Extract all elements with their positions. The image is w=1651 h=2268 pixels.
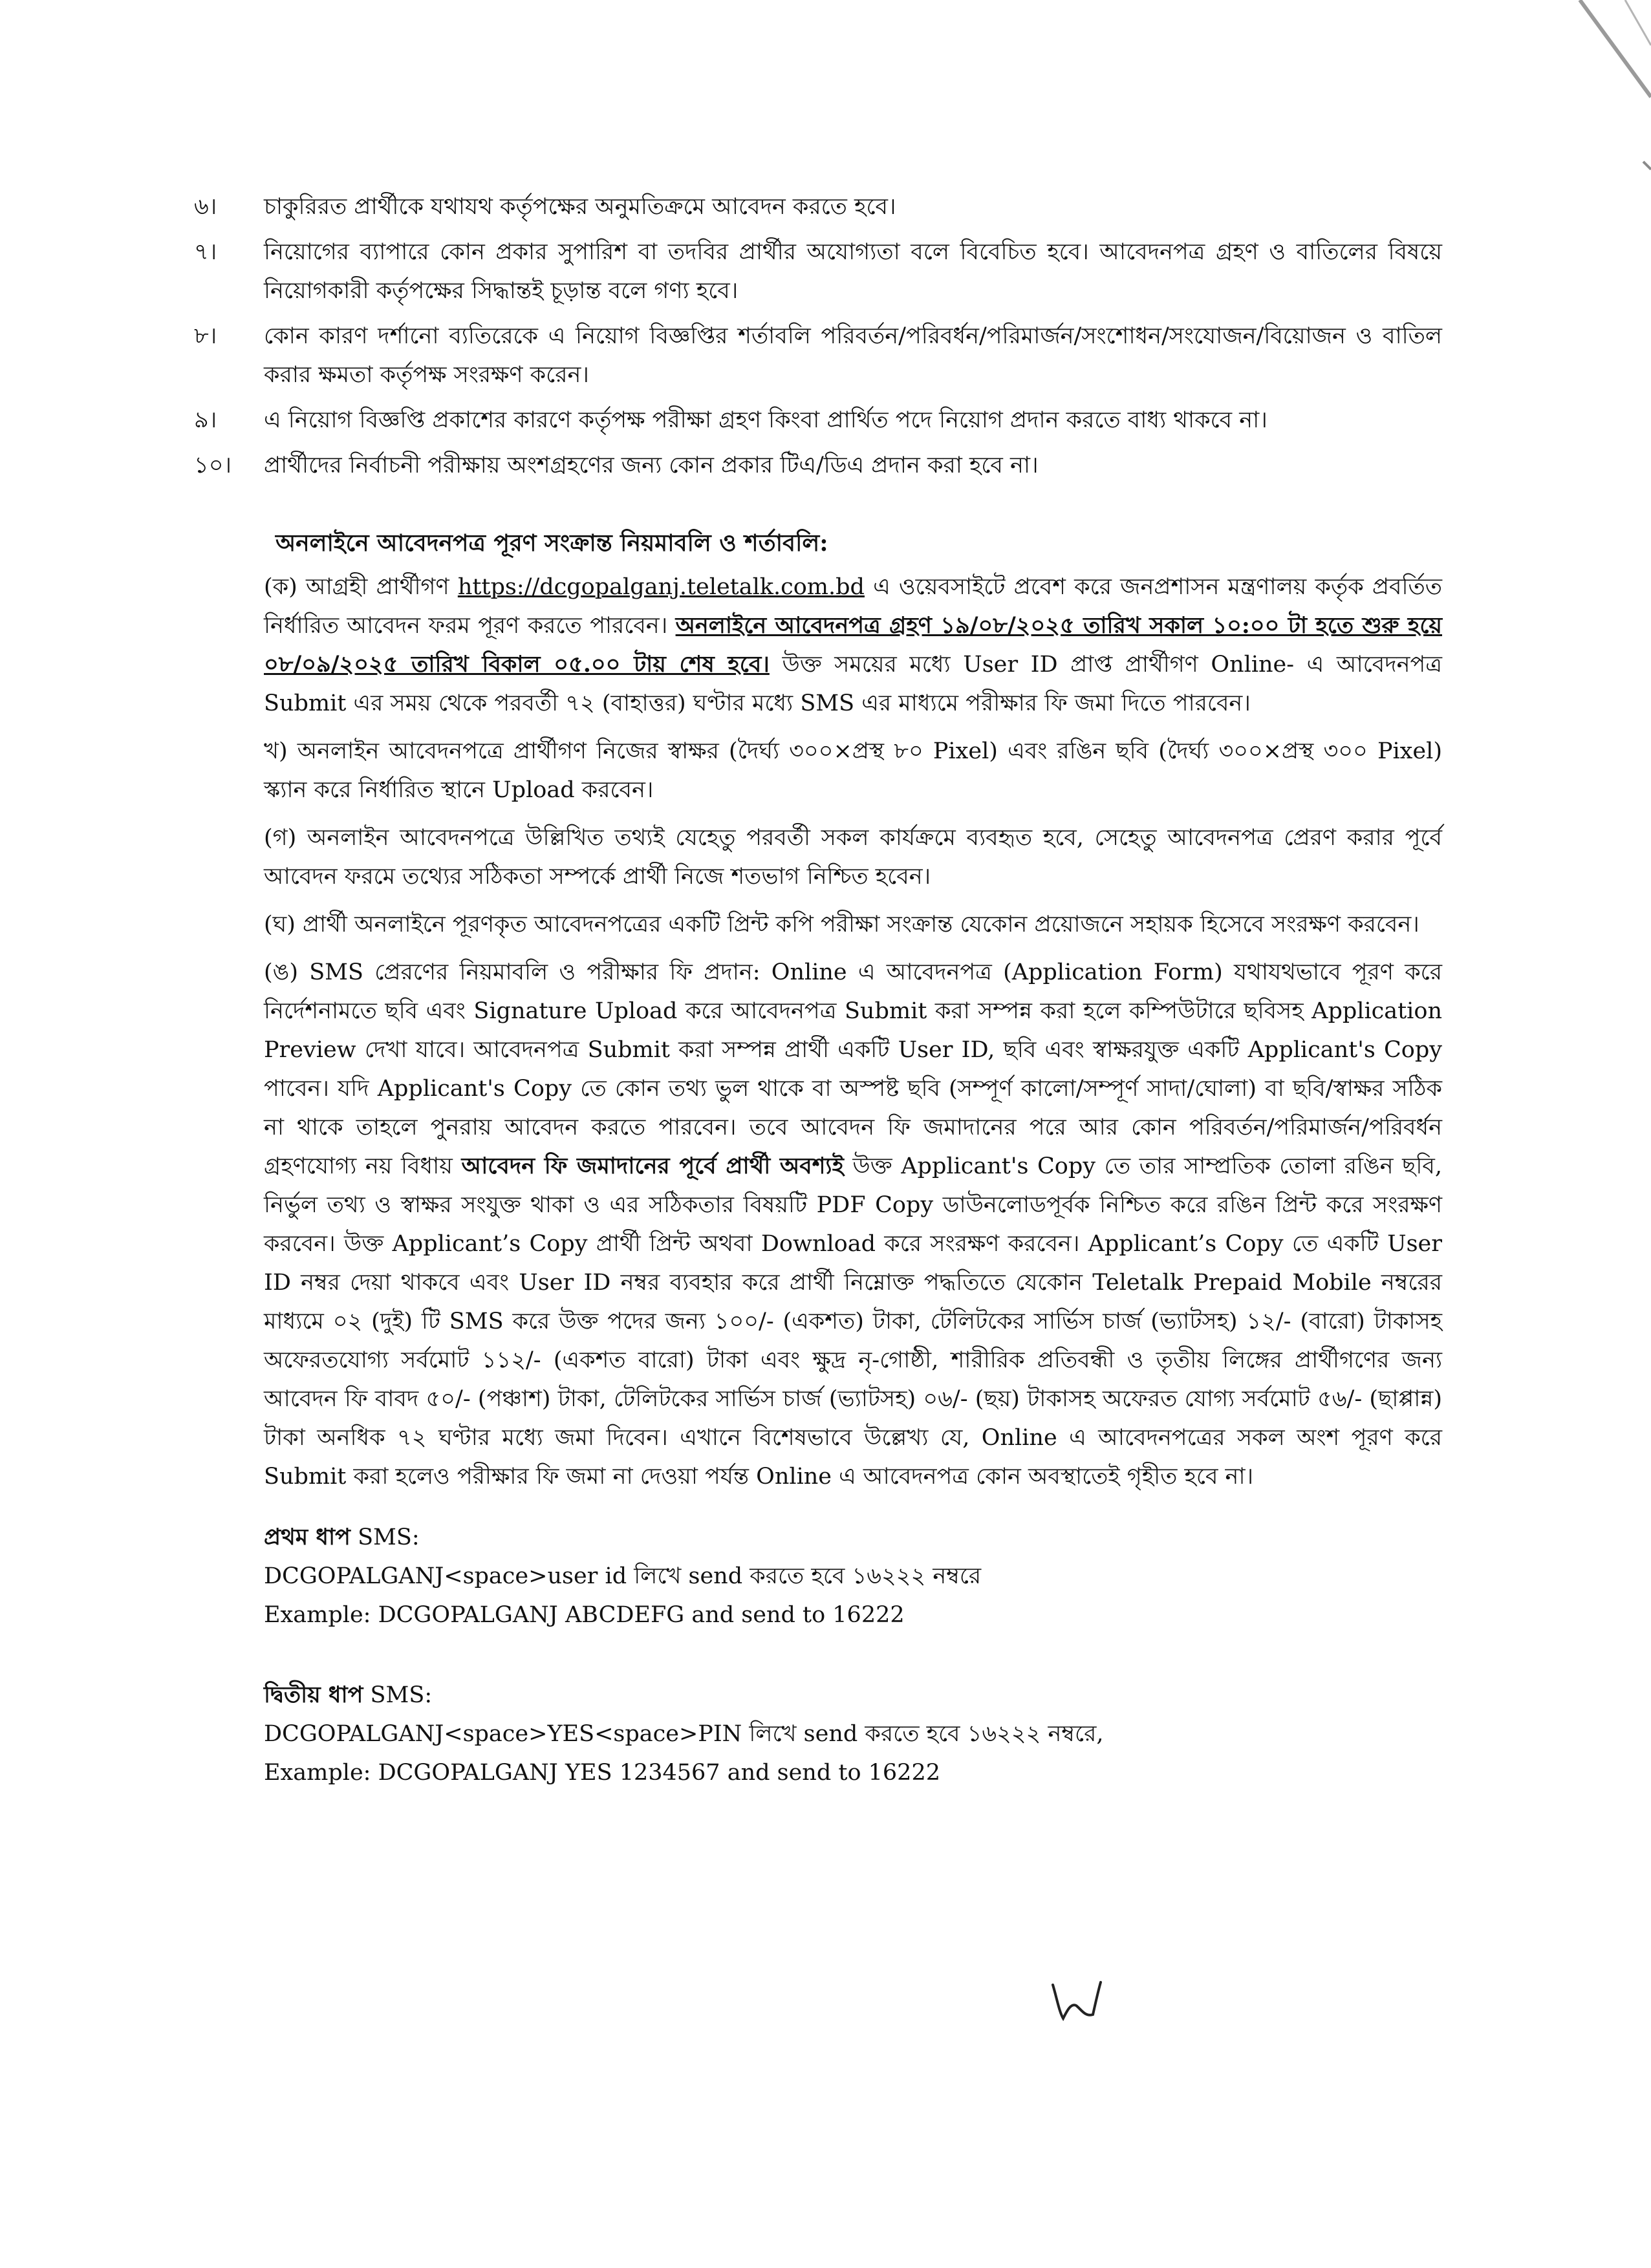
condition-number: ৬। (194, 194, 217, 220)
application-period-text: অনলাইনে আবেদনপত্র গ্রহণ ১৯/০৮/২০২৫ তারিখ সকাল ১০:০০ টা হতে শুরু হয়ে ০৮/০৯/২০২৫ তারিখ বিকাল ০৫.০০ টায় শেষ হবে। (264, 612, 1442, 678)
rule-ga: (গ) অনলাইন আবেদনপত্রে উল্লিখিত তথ্যই যেহেতু পরবর্তী সকল কার্যক্রমে ব্যবহৃত হবে, সেহেতু আবেদনপত্র প্রেরণ করার পূর্বে আবেদন ফরমে তথ্যের সঠিকতা সম্পর্কে প্রার্থী নিজে শতভাগ নিশ্চিত হবেন। (264, 825, 1442, 890)
rule-ka-suffix: উক্ত সময়ের মধ্যে User ID প্রাপ্ত প্রার্থীগণ Online- এ আবেদনপত্র Submit এর সময় থেকে পরবর্তী ৭২ (বাহাত্তর) ঘণ্টার মধ্যে SMS এর মাধ্যমে পরীক্ষার ফি জমা দিতে পারবেন। (264, 652, 1443, 716)
condition-item-10 (194, 446, 1442, 485)
condition-number: ৮। (194, 323, 217, 349)
condition-number: ৯। (194, 407, 217, 433)
sms-step-1-example: Example: DCGOPALGANJ ABCDEFG and send to 16222 (264, 1602, 905, 1628)
rule-ka (264, 568, 1442, 723)
application-website-link[interactable]: https://dcgopalganj.teletalk.com.bd (457, 574, 865, 600)
rule-kha: খ) অনলাইন আবেদনপত্রে প্রার্থীগণ নিজের স্বাক্ষর (দৈর্ঘ্য ৩০০×প্রস্থ ৮০ Pixel) এবং রঙিন ছবি (দৈর্ঘ্য ৩০০×প্রস্থ ৩০০ Pixel) স্ক্যান করে নির্ধারিত স্থানে Upload করবেন। (264, 738, 1442, 803)
condition-item-7 (194, 233, 1442, 310)
sms-step-2-label: দ্বিতীয় ধাপ (264, 1682, 363, 1708)
scan-crease-mark (1496, 0, 1651, 220)
condition-item-8 (194, 317, 1442, 394)
notice-page (194, 187, 1442, 1792)
sms-step-1-title (264, 1518, 1442, 1557)
rule-uma (264, 953, 1442, 1496)
sms-step-1 (264, 1518, 1442, 1634)
sms-step-2-title (264, 1676, 1442, 1715)
online-rules-heading: অনলাইনে আবেদনপত্র পূরণ সংক্রান্ত নিয়মাবলি ও শর্তাবলি: (275, 530, 828, 557)
condition-text: চাকুরিরত প্রার্থীকে যথাযথ কর্তৃপক্ষের অনুমতিক্রমে আবেদন করতে হবে। (264, 194, 896, 220)
condition-text: কোন কারণ দর্শানো ব্যতিরেকে এ নিয়োগ বিজ্ঞপ্তির শর্তাবলি পরিবর্তন/পরিবর্ধন/পরিমার্জন/সংশোধন/সংযোজন/বিয়োজন ও বাতিল করার ক্ষমতা কর্তৃপক্ষ সংরক্ষণ করেন। (264, 323, 1442, 388)
sms-step-2 (264, 1676, 1442, 1792)
rule-uma-part2: উক্ত Applicant's Copy তে তার সাম্প্রতিক তোলা রঙিন ছবি, নির্ভুল তথ্য ও স্বাক্ষর সংযুক্ত থাকা ও এর সঠিকতার বিষয়টি PDF Copy ডাউনলোডপূর্বক নিশ্চিত করে রঙিন প্রিন্ট করে সংরক্ষণ করবেন। উক্ত Applicant’s Copy প্রার্থী প্রিন্ট অথবা Download করে সংরক্ষণ করবেন। Applicant’s Copy তে একটি User ID নম্বর দেয়া থাকবে এবং User ID নম্বর ব্যবহার করে প্রার্থী নিম্নোক্ত পদ্ধতিতে যেকোন Teletalk Prepaid Mobile নম্বরের মাধ্যমে ০২ (দুই) টি SMS করে উক্ত পদের জন্য ১০০/- (একশত) টাকা, টেলিটকের সার্ভিস চার্জ (ভ্যাটসহ) ১২/- (বারো) টাকাসহ অফেরতযোগ্য সর্বমোট ১১২/- (একশত বারো) টাকা এবং ক্ষুদ্র নৃ-গোষ্ঠী, শারীরিক প্রতিবন্ধী ও তৃতীয় লিঙ্গের প্রার্থীগণের জন্য আবেদন ফি বাবদ ৫০/- (পঞ্চাশ) টাকা, টেলিটকের সার্ভিস চার্জ (ভ্যাটসহ) ০৬/- (ছয়) টাকাসহ অফেরত যোগ্য সর্বমোট ৫৬/- (ছাপ্পান্ন) টাকা অনধিক ৭২ ঘণ্টার মধ্যে জমা দিবেন। এখানে বিশেষভাবে উল্লেখ্য যে, Online এ আবেদনপত্রের সকল অংশ পূরণ করে Submit করা হলেও পরীক্ষার ফি জমা না দেওয়া পর্যন্ত Online এ আবেদনপত্র কোন অবস্থাতেই গৃহীত হবে না। (264, 1153, 1442, 1490)
sms-step-2-example: Example: DCGOPALGANJ YES 1234567 and send to 16222 (264, 1760, 940, 1786)
fee-warning-text: আবেদন ফি জমাদানের পূর্বে প্রার্থী অবশ্যই (461, 1153, 844, 1179)
sms-step-1-format: DCGOPALGANJ<space>user id লিখে send করতে হবে ১৬২২২ নম্বরে (264, 1563, 982, 1589)
condition-item-9 (194, 401, 1442, 440)
condition-item-6 (194, 187, 1442, 226)
sms-step-1-label: প্রথম ধাপ (264, 1524, 351, 1550)
rule-ka-prefix: (ক) আগ্রহী প্রার্থীগণ (264, 574, 458, 600)
condition-number: ৭। (194, 239, 217, 265)
rule-gha: (ঘ) প্রার্থী অনলাইনে পূরণকৃত আবেদনপত্রের একটি প্রিন্ট কপি পরীক্ষা সংক্রান্ত যেকোন প্রয়োজনে সহায়ক হিসেবে সংরক্ষণ করবেন। (264, 912, 1419, 937)
initial-signature (1048, 1972, 1106, 2030)
rule-uma-part1: (ঙ) SMS প্রেরণের নিয়মাবলি ও পরীক্ষার ফি প্রদান: Online এ আবেদনপত্র (Application Form) যথাযথভাবে পূরণ করে নির্দেশনামতে ছবি এবং Signature Upload করে আবেদনপত্র Submit করা সম্পন্ন করা হলে কম্পিউটারে ছবিসহ Application Preview দেখা যাবে। আবেদনপত্র Submit করা সম্পন্ন প্রার্থী একটি User ID, ছবি এবং স্বাক্ষরযুক্ত একটি Applicant's Copy পাবেন। যদি Applicant's Copy তে কোন তথ্য ভুল থাকে বা অস্পষ্ট ছবি (সম্পূর্ণ কালো/সম্পূর্ণ সাদা/ঘোলা) বা ছবি/স্বাক্ষর সঠিক না থাকে তাহলে পুনরায় আবেদন করতে পারবেন। তবে আবেদন ফি জমাদানের পরে আর কোন পরিবর্তন/পরিমার্জন/পরিবর্ধন গ্রহণযোগ্য নয় বিধায় (264, 959, 1442, 1179)
condition-text: নিয়োগের ব্যাপারে কোন প্রকার সুপারিশ বা তদবির প্রার্থীর অযোগ্যতা বলে বিবেচিত হবে। আবেদনপত্র গ্রহণ ও বাতিলের বিষয়ে নিয়োগকারী কর্তৃপক্ষের সিদ্ধান্তই চূড়ান্ত বলে গণ্য হবে। (264, 239, 1442, 304)
sms-step-2-suffix: SMS: (363, 1682, 433, 1708)
condition-number: ১০। (194, 453, 232, 478)
rule-ka-mid: এ ওয়েবসাইটে প্রবেশ করে জনপ্রশাসন মন্ত্রণালয় কর্তৃক প্রবর্তিত নির্ধারিত আবেদন ফরম পূরণ করতে পারবেন। (264, 574, 1442, 639)
condition-text: এ নিয়োগ বিজ্ঞপ্তি প্রকাশের কারণে কর্তৃপক্ষ পরীক্ষা গ্রহণ কিংবা প্রার্থিত পদে নিয়োগ প্রদান করতে বাধ্য থাকবে না। (264, 407, 1268, 433)
sms-step-1-suffix: SMS: (350, 1524, 420, 1550)
sms-step-2-format: DCGOPALGANJ<space>YES<space>PIN লিখে send করতে হবে ১৬২২২ নম্বরে, (264, 1721, 1104, 1747)
condition-text: প্রার্থীদের নির্বাচনী পরীক্ষায় অংশগ্রহণের জন্য কোন প্রকার টিএ/ডিএ প্রদান করা হবে না। (264, 453, 1039, 478)
